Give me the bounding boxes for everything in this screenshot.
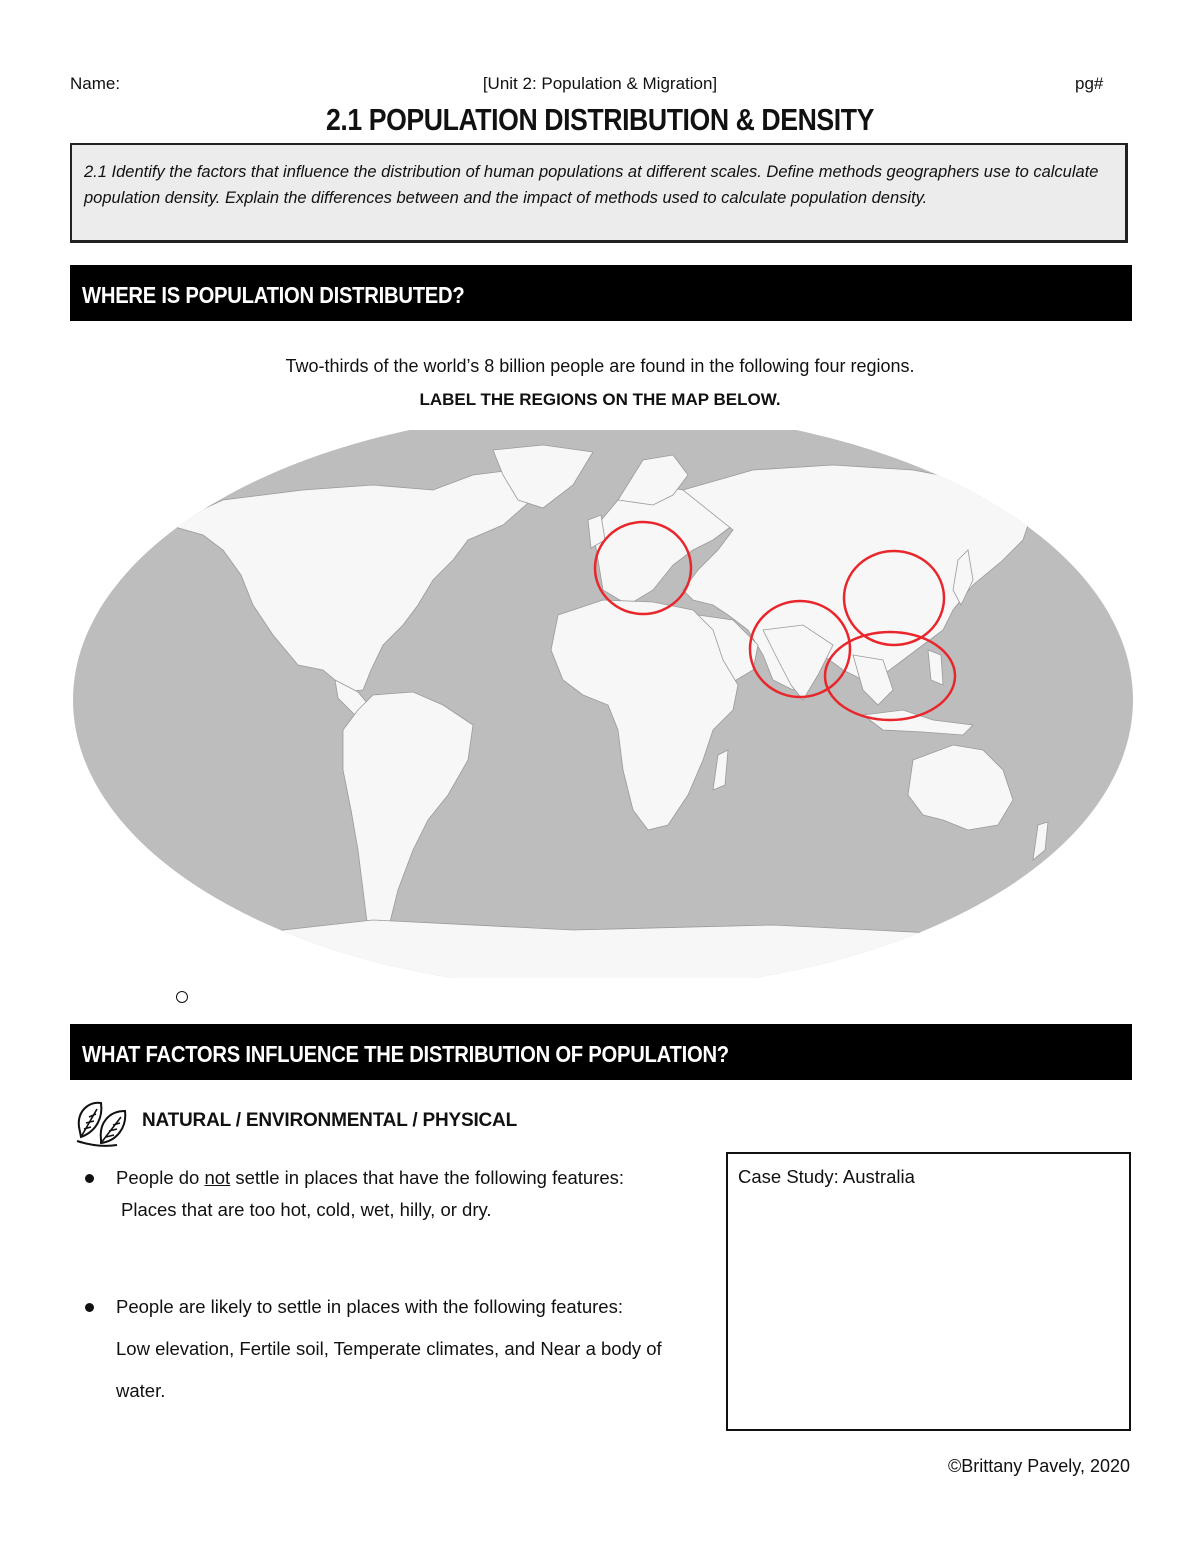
stray-circle-mark [176, 991, 188, 1003]
learning-standard-box [70, 143, 1128, 243]
case-study-label: Case Study: Australia [738, 1166, 915, 1187]
bullet1-answer: Places that are too hot, cold, wet, hilly, or dry. [121, 1199, 492, 1220]
bullet2-answer-line1: Low elevation, Fertile soil, Temperate climates, and Near a body of [116, 1338, 662, 1359]
bullet1-text: People do not settle in places that have the following features: [116, 1167, 625, 1188]
bullet-dot [85, 1174, 94, 1183]
leaf-icon [73, 1097, 129, 1151]
copyright-footer: ©Brittany Pavely, 2020 [947, 1456, 1130, 1476]
bullet2-text: People are likely to settle in places with the following features: [116, 1296, 623, 1317]
section-heading-factors: WHAT FACTORS INFLUENCE THE DISTRIBUTION OF POPULATION? [70, 1024, 1132, 1080]
page-title: 2.1 POPULATION DISTRIBUTION & DENSITY [326, 102, 874, 137]
name-label: Name: [70, 74, 121, 93]
section-heading-distribution: WHERE IS POPULATION DISTRIBUTED? [70, 265, 1132, 321]
page-number-label: pg# [1075, 74, 1104, 93]
world-map [73, 430, 1133, 978]
bullet-dot [85, 1303, 94, 1312]
intro-text: Two-thirds of the world’s 8 billion people are found in the following four regions. [285, 356, 915, 376]
case-study-box[interactable] [726, 1152, 1131, 1431]
bullet2-answer-line2: water. [116, 1380, 166, 1401]
factors-subheading: NATURAL / ENVIRONMENTAL / PHYSICAL [142, 1110, 517, 1131]
map-instruction: LABEL THE REGIONS ON THE MAP BELOW. [419, 390, 781, 409]
unit-label: [Unit 2: Population & Migration] [482, 74, 718, 93]
learning-standard-text: 2.1 Identify the factors that influence the distribution of human populations at different scales. Define methods geographers use to calculate population density. Explain the differences between and the impact of methods used to calculate population density. [84, 163, 1099, 207]
world-map-svg [73, 430, 1133, 978]
